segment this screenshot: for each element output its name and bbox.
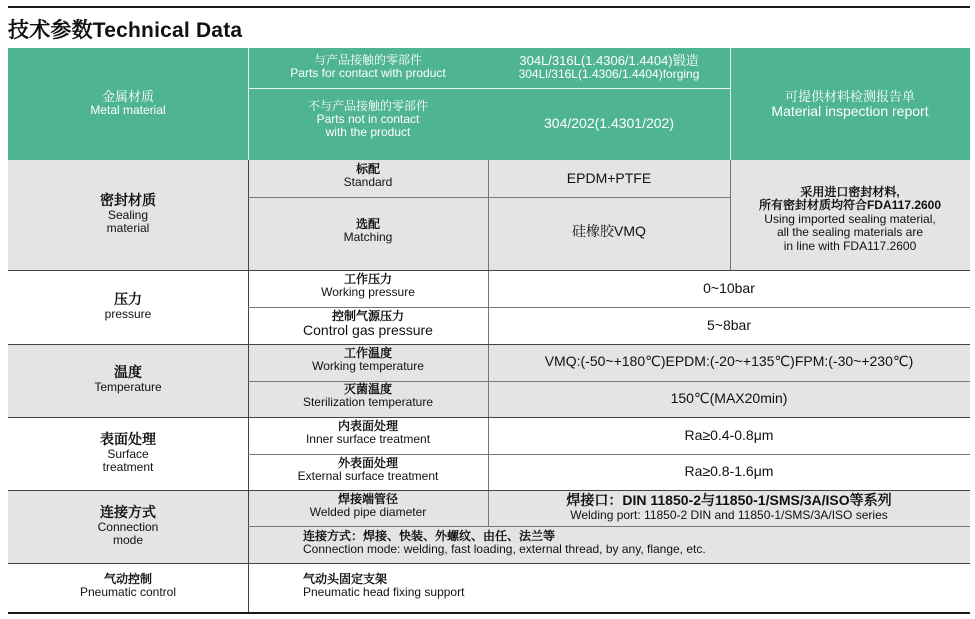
seal-standard-label: 标配 Standard [343, 162, 393, 190]
noncontact-parts-label: 不与产品接触的零部件 Parts not in contact with the product [307, 99, 428, 140]
welding-port-value: 焊接口：DIN 11850-2与11850-1/SMS/3A/ISO等系列 Welding port: 11850-2 DIN and 11850-1/SMS/3A/ISO series [566, 492, 892, 522]
seal-matching-value: 硅橡胶VMQ [572, 223, 646, 239]
inspection-report-label: 可提供材料检测报告单 Material inspection report [771, 89, 929, 120]
control-gas-pressure-value: 5~8bar [707, 317, 751, 333]
outer-surface-label: 外表面处理 External surface treatment [297, 456, 439, 484]
pneumatic-group-label: 气动控制 Pneumatic control [79, 572, 177, 600]
welded-pipe-label: 焊接端管径 Welded pipe diameter [309, 492, 427, 520]
connection-mode-value: 连接方式：焊接、快装、外螺纹、由任、法兰等 Connection mode: welding, fast loading, external thread, by any, flange, etc. [303, 529, 706, 557]
working-pressure-label: 工作压力 Working pressure [321, 272, 415, 300]
pressure-group-label: 压力 pressure [104, 291, 152, 321]
working-temperature-value: VMQ:(-50~+180℃)EPDM:(-20~+135℃)FPM:(-30~+230℃) [544, 353, 914, 369]
seal-matching-label: 选配 Matching [343, 217, 393, 245]
seal-group-label: 密封材质 Sealing material [100, 192, 156, 236]
contact-parts-label: 与产品接触的零部件 Parts for contact with product [290, 53, 446, 81]
working-temperature-label: 工作温度 Working temperature [312, 346, 424, 374]
page-title: 技术参数Technical Data [8, 19, 243, 42]
outer-surface-value: Ra≥0.8-1.6μm [684, 463, 774, 479]
working-pressure-value: 0~10bar [703, 280, 755, 296]
control-gas-pressure-label: 控制气源压力 Control gas pressure [303, 309, 433, 339]
metal-material-label: 金属材质 Metal material [90, 89, 166, 118]
noncontact-parts-value: 304/202(1.4301/202) [544, 115, 674, 131]
seal-standard-value: EPDM+PTFE [566, 170, 652, 186]
spec-table [8, 160, 970, 613]
temperature-group-label: 温度 Temperature [94, 364, 162, 394]
inner-surface-value: Ra≥0.4-0.8μm [684, 427, 774, 443]
header-band [8, 48, 970, 160]
pneumatic-support-value: 气动头固定支架 Pneumatic head fixing support [303, 572, 465, 600]
connection-group-label: 连接方式 Connection mode [97, 504, 159, 548]
seal-note: 采用进口密封材料, 所有密封材质均符合FDA117.2600 Using imported sealing material, all the sealing materials are in line with FDA117.2600 [758, 185, 942, 253]
surface-group-label: 表面处理 Surface treatment [100, 431, 156, 475]
top-rule [8, 6, 970, 8]
sterilization-temperature-value: 150℃(MAX20min) [670, 390, 788, 406]
sterilization-temperature-label: 灭菌温度 Sterilization temperature [302, 382, 434, 410]
bottom-rule [8, 612, 970, 614]
contact-parts-value: 304L/316L(1.4306/1.4404)锻造 304Ll/316L(1.4306/1.4404)forging [518, 53, 700, 82]
inner-surface-label: 内表面处理 Inner surface treatment [305, 419, 431, 447]
